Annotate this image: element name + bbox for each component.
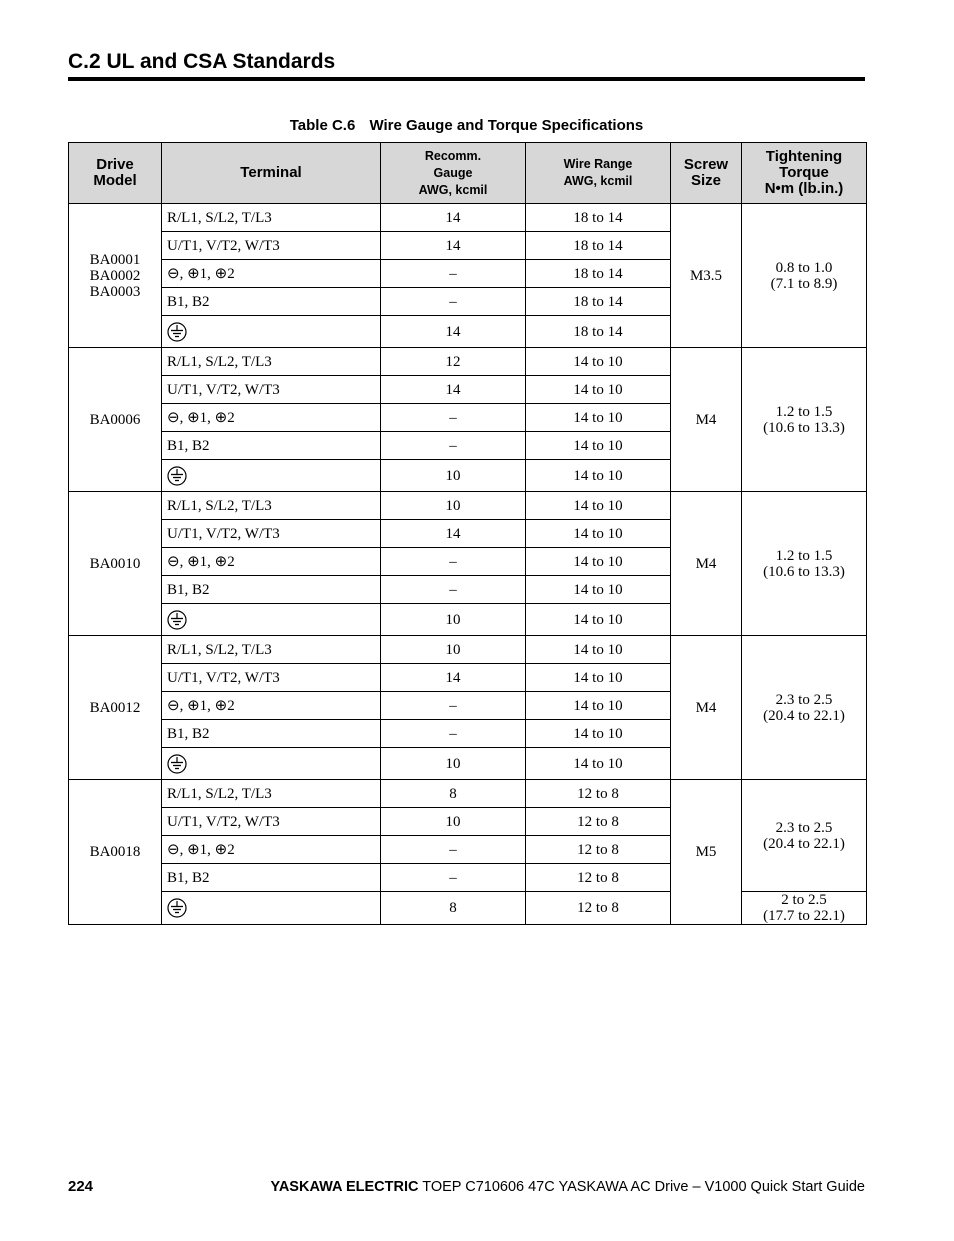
recomm-gauge-cell: 8: [381, 892, 526, 925]
recomm-gauge-cell: –: [381, 404, 526, 432]
recomm-gauge-cell: 14: [381, 232, 526, 260]
table-body: [69, 204, 867, 925]
terminal-cell: R/L1, S/L2, T/L3: [162, 348, 381, 376]
header-text: Gauge: [433, 165, 473, 180]
recomm-gauge-cell: 14: [381, 376, 526, 404]
recomm-gauge-cell: 14: [381, 664, 526, 692]
terminal-cell: U/T1, V/T2, W/T3: [162, 808, 381, 836]
header-text: Drive: [96, 156, 134, 173]
ground-icon: [167, 610, 187, 630]
drive-model-cell: [69, 492, 162, 636]
terminal-cell: ⊖, ⊕1, ⊕2: [162, 548, 381, 576]
terminal-cell: U/T1, V/T2, W/T3: [162, 520, 381, 548]
wire-range-cell: 14 to 10: [526, 748, 671, 780]
screw-size-cell: M4: [671, 636, 742, 780]
recomm-gauge-cell: 10: [381, 604, 526, 636]
terminal-cell: [162, 748, 381, 780]
recomm-gauge-cell: 8: [381, 780, 526, 808]
torque-value: 1.2 to 1.5: [775, 403, 833, 420]
footer-document-info: [271, 1179, 866, 1195]
wire-range-cell: 14 to 10: [526, 576, 671, 604]
terminal-cell: B1, B2: [162, 864, 381, 892]
wire-range-cell: 12 to 8: [526, 864, 671, 892]
header-text: N•m (lb.in.): [764, 180, 844, 197]
drive-model: BA0018: [89, 844, 141, 860]
footer-brand: YASKAWA ELECTRIC: [270, 1179, 419, 1195]
terminal-cell: R/L1, S/L2, T/L3: [162, 492, 381, 520]
wire-range-cell: 14 to 10: [526, 348, 671, 376]
terminal-cell: ⊖, ⊕1, ⊕2: [162, 836, 381, 864]
tightening-torque-cell: [742, 348, 867, 492]
table-row: [69, 492, 867, 520]
terminal-cell: R/L1, S/L2, T/L3: [162, 636, 381, 664]
screw-size-cell: M4: [671, 348, 742, 492]
drive-model-cell: [69, 348, 162, 492]
torque-value: 0.8 to 1.0: [775, 259, 833, 276]
terminal-cell: ⊖, ⊕1, ⊕2: [162, 404, 381, 432]
terminal-cell: ⊖, ⊕1, ⊕2: [162, 260, 381, 288]
wire-range-cell: 14 to 10: [526, 432, 671, 460]
tightening-torque-cell: [742, 204, 867, 348]
section-title: C.2 UL and CSA Standards: [68, 50, 336, 73]
wire-range-cell: 12 to 8: [526, 836, 671, 864]
tightening-torque-cell: [742, 492, 867, 636]
footer-doc-title: TOEP C710606 47C YASKAWA AC Drive – V1000 Quick Start Guide: [418, 1179, 865, 1195]
table-row: [69, 780, 867, 808]
ground-icon: [167, 466, 187, 486]
terminal-cell: B1, B2: [162, 576, 381, 604]
wire-range-cell: 18 to 14: [526, 260, 671, 288]
drive-model-cell: [69, 780, 162, 925]
drive-model: BA0010: [89, 555, 141, 572]
terminal-cell: R/L1, S/L2, T/L3: [162, 204, 381, 232]
wire-range-cell: 14 to 10: [526, 548, 671, 576]
terminal-cell: ⊖, ⊕1, ⊕2: [162, 692, 381, 720]
terminal-cell: B1, B2: [162, 288, 381, 316]
recomm-gauge-cell: –: [381, 576, 526, 604]
recomm-gauge-cell: –: [381, 692, 526, 720]
recomm-gauge-cell: 10: [381, 748, 526, 780]
terminal-cell: U/T1, V/T2, W/T3: [162, 232, 381, 260]
torque-value: (20.4 to 22.1): [763, 835, 845, 852]
recomm-gauge-cell: 14: [381, 316, 526, 348]
screw-size-cell: M5: [671, 780, 742, 925]
wire-range-cell: 14 to 10: [526, 692, 671, 720]
wire-range-cell: 12 to 8: [526, 892, 671, 925]
header-text: Screw: [683, 156, 729, 173]
ground-icon: [167, 754, 187, 774]
screw-size-cell: M3.5: [671, 204, 742, 348]
wire-range-cell: 14 to 10: [526, 636, 671, 664]
wire-range-cell: 14 to 10: [526, 376, 671, 404]
recomm-gauge-cell: 10: [381, 636, 526, 664]
wire-range-cell: 14 to 10: [526, 492, 671, 520]
wire-range-cell: 18 to 14: [526, 288, 671, 316]
header-drive-model: [69, 143, 162, 204]
terminal-cell: [162, 316, 381, 348]
recomm-gauge-cell: –: [381, 720, 526, 748]
header-text: Recomm.: [424, 148, 482, 163]
section-divider: [68, 77, 865, 81]
header-terminal: Terminal: [162, 143, 381, 204]
wire-range-cell: 18 to 14: [526, 232, 671, 260]
table-caption-title: Wire Gauge and Torque Specifications: [369, 117, 644, 134]
terminal-cell: B1, B2: [162, 432, 381, 460]
header-wire-range: [526, 143, 671, 204]
header-text: Model: [93, 172, 137, 189]
recomm-gauge-cell: –: [381, 836, 526, 864]
wire-range-cell: 14 to 10: [526, 404, 671, 432]
terminal-cell: [162, 892, 381, 925]
tightening-torque-cell: [742, 892, 867, 925]
terminal-cell: [162, 604, 381, 636]
wire-range-cell: 14 to 10: [526, 520, 671, 548]
screw-size-cell: M4: [671, 492, 742, 636]
table-row: [69, 204, 867, 232]
table-row: [69, 892, 867, 925]
torque-value: (20.4 to 22.1): [763, 707, 845, 724]
drive-model: BA0003: [89, 283, 141, 300]
wire-range-cell: 14 to 10: [526, 460, 671, 492]
terminal-cell: U/T1, V/T2, W/T3: [162, 664, 381, 692]
recomm-gauge-cell: –: [381, 432, 526, 460]
torque-value: (17.7 to 22.1): [763, 908, 845, 924]
recomm-gauge-cell: –: [381, 864, 526, 892]
recomm-gauge-cell: 12: [381, 348, 526, 376]
recomm-gauge-cell: 10: [381, 808, 526, 836]
tightening-torque-cell: [742, 780, 867, 892]
torque-value: 2 to 2.5: [781, 892, 827, 908]
terminal-cell: [162, 460, 381, 492]
table-caption-number: Table C.6: [289, 117, 356, 134]
header-text: Wire Range: [563, 157, 633, 171]
header-recomm-gauge: [381, 143, 526, 204]
wire-range-cell: 12 to 8: [526, 780, 671, 808]
wire-range-cell: 14 to 10: [526, 604, 671, 636]
header-text: Torque: [779, 164, 829, 181]
terminal-cell: B1, B2: [162, 720, 381, 748]
wire-range-cell: 12 to 8: [526, 808, 671, 836]
table-row: [69, 636, 867, 664]
wire-range-cell: 18 to 14: [526, 316, 671, 348]
header-text: Size: [690, 172, 721, 189]
torque-value: (10.6 to 13.3): [763, 419, 845, 436]
drive-model: BA0001: [89, 251, 141, 268]
wire-range-cell: 18 to 14: [526, 204, 671, 232]
wire-gauge-torque-table: [68, 142, 867, 925]
torque-value: 1.2 to 1.5: [775, 547, 833, 564]
table-caption: [68, 117, 865, 134]
drive-model: BA0002: [89, 267, 141, 284]
recomm-gauge-cell: 10: [381, 492, 526, 520]
recomm-gauge-cell: 14: [381, 520, 526, 548]
tightening-torque-cell: [742, 636, 867, 780]
recomm-gauge-cell: –: [381, 260, 526, 288]
recomm-gauge-cell: –: [381, 288, 526, 316]
page-number: 224: [68, 1178, 94, 1195]
table-row: [69, 348, 867, 376]
header-screw-size: [671, 143, 742, 204]
wire-range-cell: 14 to 10: [526, 720, 671, 748]
torque-value: 2.3 to 2.5: [775, 691, 833, 708]
header-text: AWG, kcmil: [418, 182, 488, 197]
table-header-row: [69, 143, 867, 204]
terminal-cell: U/T1, V/T2, W/T3: [162, 376, 381, 404]
header-tightening-torque: [742, 143, 867, 204]
drive-model: BA0006: [89, 411, 141, 428]
torque-value: 2.3 to 2.5: [775, 819, 833, 836]
torque-value: (10.6 to 13.3): [763, 563, 845, 580]
header-text: AWG, kcmil: [563, 174, 633, 188]
terminal-cell: R/L1, S/L2, T/L3: [162, 780, 381, 808]
header-text: Tightening: [765, 148, 843, 165]
torque-value: (7.1 to 8.9): [770, 275, 838, 292]
ground-icon: [167, 322, 187, 342]
ground-icon: [167, 898, 187, 918]
recomm-gauge-cell: 14: [381, 204, 526, 232]
drive-model-cell: [69, 636, 162, 780]
recomm-gauge-cell: 10: [381, 460, 526, 492]
recomm-gauge-cell: –: [381, 548, 526, 576]
drive-model-cell: [69, 204, 162, 348]
wire-range-cell: 14 to 10: [526, 664, 671, 692]
drive-model: BA0012: [89, 699, 141, 716]
